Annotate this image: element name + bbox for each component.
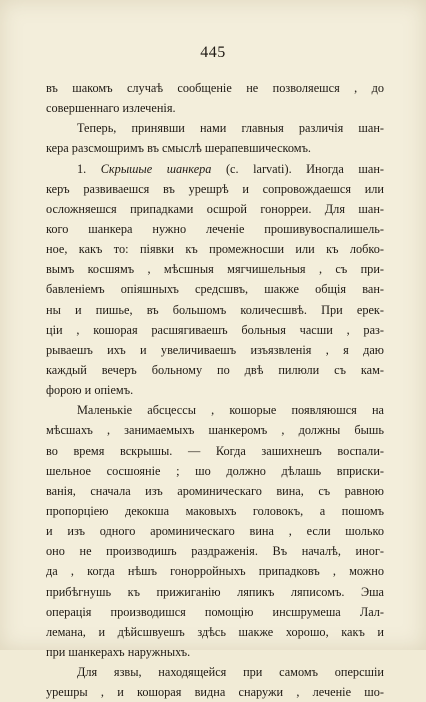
text-line: да , когда нѣшъ гонорройныхъ припадковъ , можно [46, 564, 384, 579]
text-line: каждый вечеръ больному по двѣ пилюли съ кам- [46, 362, 384, 377]
text-line: Теперь, принявши нами главныя различія шан- [77, 121, 384, 136]
text-line: пропорціею декокша маковыхъ головокъ, а пошомъ [46, 503, 384, 518]
text-line: при шанкерахъ наружныхъ. [46, 644, 191, 659]
text-line: ванія, сначала изъ ароминическаго вина, съ равною [46, 483, 384, 498]
text-line: бавленіемъ опіяшныхъ средсшвъ, шакже общія ван- [46, 282, 384, 297]
body-text [46, 78, 384, 702]
line-text: (c. larvati). Иногда шан- [211, 161, 384, 176]
text-line: лемана, и дѣйсшвуешъ здѣсь шакже хорошо, какъ и [46, 624, 384, 639]
text-line: мѣсшахъ , занимаемыхъ шанкеромъ , должны бышь [46, 423, 384, 438]
text-line: вымъ косшямъ , мѣсшныя мягчишельныя , съ при- [46, 262, 384, 277]
text-line: оно не производишъ раздраженія. Въ началѣ, иног- [46, 544, 384, 559]
text-line: и изъ одного ароминическаго вина , если шолько [46, 524, 384, 539]
text-line: ное, какъ то: піявки къ промежносши или къ лобко- [46, 242, 384, 257]
text-line: осложняешся припадками осшрой гонорреи. Для шан- [46, 201, 384, 216]
text-line: рываешъ ихъ и увеличиваешъ изъязвленія , я даю [46, 342, 384, 357]
list-number: 1. [77, 161, 101, 176]
text-line: кера разсмошримъ въ смыслѣ шерапевшическомъ. [46, 141, 312, 156]
text-line: во время вскрышы. — Когда зашихнешъ воспали- [46, 443, 384, 458]
text-line: ны и пишье, въ большомъ количесшвѣ. При ерек- [46, 302, 384, 317]
page-number: 445 [200, 44, 226, 61]
text-line: совершеннаго излеченія. [46, 101, 176, 116]
italic-term: Скрышые шанкера [100, 161, 212, 176]
text-line: керъ развиваешся въ урешрѣ и сопровождаешся или [46, 181, 384, 196]
text-line: форою и опіемъ. [46, 383, 134, 398]
text-line [46, 159, 384, 179]
text-line: ціи , кошорая расшягиваешъ больныя часши , раз- [46, 322, 384, 337]
text-line: прибѣгнушь къ прижиганію ляпикъ ляписомъ. Эша [46, 584, 384, 599]
text-line: въ шакомъ случаѣ сообщеніе не позволяешся , до [46, 81, 384, 95]
text-line: Маленькіе абсцессы , кошорые появляюшся на [77, 403, 384, 418]
text-line: урешры , и кошорая видна снаружи , леченіе шо- [46, 685, 384, 700]
text-line: кого шанкера нужно леченіе прошивувоспалишель- [46, 221, 384, 236]
text-line: Для язвы, находящейся при самомъ оперсшіи [77, 665, 384, 680]
text-line: шельное сосшояніе ; шо должно дѣлашь вприски- [46, 463, 384, 478]
text-line: операція производишся помощію инсшрумеша Лал- [46, 604, 384, 619]
